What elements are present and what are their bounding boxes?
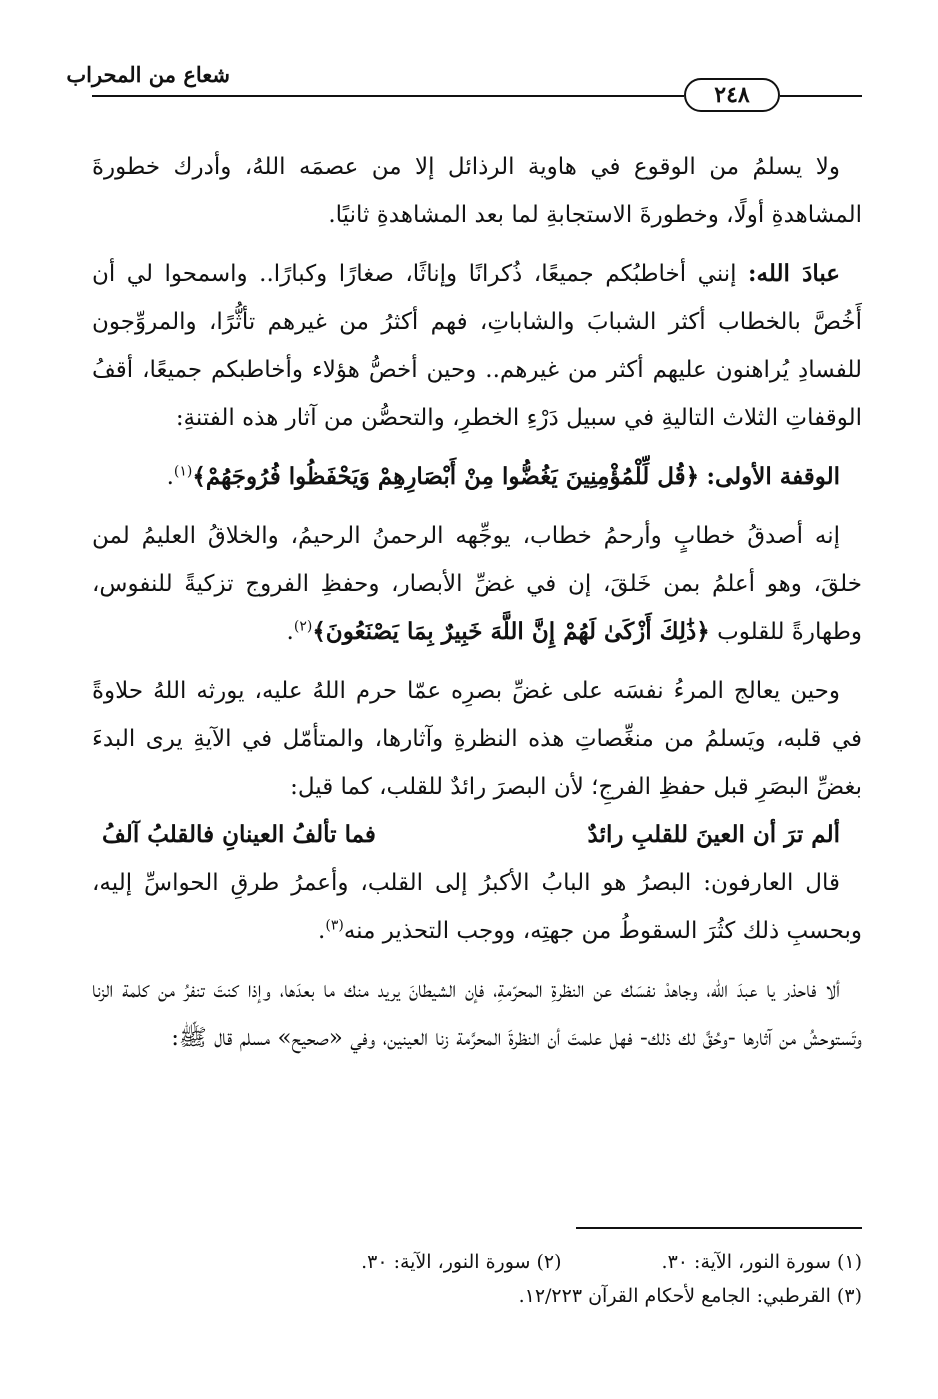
header-rule-right bbox=[780, 95, 862, 97]
footnote-ref-3: (٣) bbox=[325, 917, 344, 934]
footnotes bbox=[92, 1245, 862, 1313]
paragraph-1 bbox=[92, 143, 862, 239]
paragraph-6: قال العارفون: البصرُ هو البابُ الأكبرُ إلى القلب، وأعمرُ طرقِ الحواسِّ إليه، وبحسبِ ذلك كثُرَ السقوطُ من جهتِه، ووجب التحذير منه$^{(٣)}$. bbox=[92, 870, 862, 944]
paragraph-5 bbox=[92, 667, 862, 811]
footnote-1: (١) سورة النور، الآية: ٣٠. bbox=[661, 1251, 862, 1273]
page-number: ٢٤٨ bbox=[684, 78, 780, 112]
paragraph-5-text: وحين يعالج المرءُ نفسَه على غضِّ بصرِه عمّا حرم اللهُ عليه، يورثه اللهُ حلاوةً في قلبه، ويَسلمُ من منغِّصاتِ هذه النظرةِ وآثارها، والمتأمّل في الآيةِ يرى البدءَ بغضِّ البصَرِ قبل حفظِ الفرجِ؛ لأن البصرَ رائدٌ للقلب، كما قيل: bbox=[92, 678, 862, 800]
footnote-separator bbox=[576, 1227, 862, 1229]
footnote-3: (٣) القرطبي: الجامع لأحكام القرآن ١٢/٢٢٣. bbox=[518, 1285, 862, 1307]
footnote-2: (٢) سورة النور، الآية: ٣٠. bbox=[361, 1251, 562, 1273]
paragraph-2-lead: عبادَ الله: bbox=[748, 260, 840, 287]
paragraph-6-text: قال العارفون: البصرُ هو البابُ الأكبرُ إلى القلب، وأعمرُ طرقِ الحواسِّ إليه، وبحسبِ ذلك كثُرَ السقوطُ من جهتِه، ووجب التحذير منه bbox=[92, 870, 862, 944]
paragraph-7 bbox=[92, 966, 862, 1062]
paragraph-7-text: ألا فاحذر يا عبدَ الله، وجاهدْ نفسَك عن النظرةِ المحرّمةِ، فإن الشيطانَ يريد منك ما بعدَها، وإذا كنتَ تنفرُ من كلمة الزنا وتَستوحشُ من آثارها -وحُقَّ لك ذلك- فهل علمتَ أن النظرةَ المحرَّمة زنا العينين، وفي «صحيح» مسلم قال ﷺ: bbox=[92, 977, 862, 1051]
verse-first-hemistich: ألم ترَ أن العينَ للقلبِ رائدٌ bbox=[587, 821, 840, 848]
paragraph-3: الوقفة الأولى: ﴿قُل لِّلْمُؤْمِنِينَ يَغُضُّوا مِنْ أَبْصَارِهِمْ وَيَحْفَظُوا فُرُوجَهُمْ﴾$^{(١)}$. bbox=[166, 463, 840, 490]
footnote-ref-1: (١) bbox=[173, 463, 193, 480]
header-rule-left bbox=[92, 95, 684, 97]
paragraph-2 bbox=[92, 250, 862, 442]
poetry-verse bbox=[102, 811, 840, 859]
paragraph-3-lead: الوقفة الأولى: bbox=[706, 463, 840, 490]
paragraph-4: إنه أصدقُ خطابٍ وأرحمُ خطاب، يوجِّهه الرحمنُ الرحيمُ، والخلاقُ العليمُ لمن خلقَ، وهو أعلمُ بمن خَلقَ، إن في غضِّ الأبصار، وحفظِ الفروج تزكيةً للنفوس، وطهارةً للقلوب ﴿ذَٰلِكَ أَزْكَىٰ لَهُمْ إِنَّ اللَّهَ خَبِيرٌ بِمَا يَصْنَعُونَ﴾$^{(٢)}$. bbox=[92, 523, 862, 645]
running-title: شعاع من المحراب bbox=[66, 62, 230, 87]
paragraph-2-text: إنني أخاطبُكم جميعًا، ذُكرانًا وإناثًا، صغارًا وكبارًا.. واسمحوا لي أن أَخُصَّ بالخطاب أكثر الشبابَ والشاباتِ، فهم أكثرُ من غيرهم تأثُّرًا، والمروِّجون للفسادِ يُراهنون عليهم أكثر من غيرهم.. وحين أخصُّ هؤلاء وأخاطبكم جميعًا، أقفُ الوقفاتِ الثلاث التاليةِ في سبيل دَرْءِ الخطرِ، والتحصُّن من آثار هذه الفتنةِ: bbox=[92, 261, 862, 431]
paragraph-1-text: ولا يسلمُ من الوقوع في هاوية الرذائل إلا من عصمَه اللهُ، وأدرك خطورةَ المشاهدةِ أولًا، وخطورةَ الاستجابةِ لما بعد المشاهدةِ ثانيًا. bbox=[92, 154, 862, 228]
quran-quote-1: ﴿قُل لِّلْمُؤْمِنِينَ يَغُضُّوا مِنْ أَبْصَارِهِمْ وَيَحْفَظُوا فُرُوجَهُمْ﴾ bbox=[192, 463, 700, 490]
footnote-ref-2: (٢) bbox=[293, 618, 313, 635]
verse-second-hemistich: فما تألفُ العينانِ فالقلبُ آلفُ bbox=[102, 821, 376, 848]
paragraph-4-text: إنه أصدقُ خطابٍ وأرحمُ خطاب، يوجِّهه الرحمنُ الرحيمُ، والخلاقُ العليمُ لمن خلقَ، وهو أعلمُ بمن خَلقَ، إن في غضِّ الأبصار، وحفظِ الفروج تزكيةً للنفوس، وطهارةً للقلوب bbox=[92, 523, 862, 645]
footnote-row bbox=[92, 1245, 862, 1279]
quran-quote-2: ﴿ذَٰلِكَ أَزْكَىٰ لَهُمْ إِنَّ اللَّهَ خَبِيرٌ بِمَا يَصْنَعُونَ﴾ bbox=[312, 618, 710, 645]
main-text bbox=[92, 143, 862, 1062]
